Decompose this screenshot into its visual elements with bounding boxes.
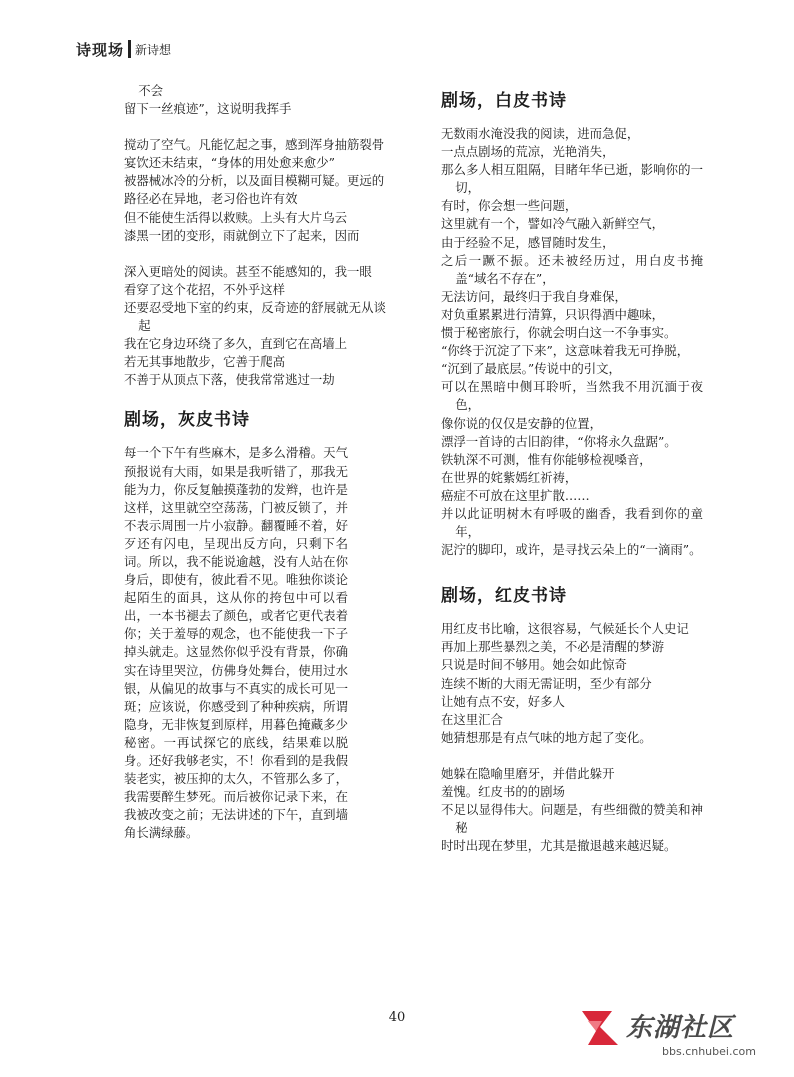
poem-line: 对负重累累进行清算，只识得酒中趣味， — [441, 306, 665, 322]
section-title-red: 剧场，红皮书诗 — [441, 586, 567, 607]
poem-line: 看穿了这个花招，不外乎这样 — [124, 281, 286, 297]
poem-line: 无法访问，最终归于我自身难保， — [441, 288, 627, 304]
poem-line: “你终于沉淀了下来”，这意味着我无可挣脱， — [441, 343, 690, 359]
left-column — [124, 82, 386, 842]
poem-line: 被器械冰冷的分析，以及面目模糊可疑。更远的 — [124, 173, 385, 189]
poem-line: 搅动了空气。凡能忆起之事，感到浑身抽筋裂骨 — [124, 137, 385, 153]
poem-line: 她躲在隐喻里磨牙，并借此躲开 — [441, 765, 615, 781]
prose-poem — [124, 444, 348, 842]
poem-red-stanza-2 — [441, 765, 703, 855]
watermark-name: 东湖社区 — [626, 1013, 735, 1043]
poem-line: 羞愧。红皮书的的剧场 — [441, 784, 565, 799]
poem-line: 我在它身边环绕了多久，直到它在高墙上 — [124, 336, 348, 352]
poem-line: 癌症不可放在这里扩散…… — [441, 487, 590, 503]
poem-line: 若无其事地散步，它善于爬高 — [124, 354, 286, 370]
poem-line: 漂浮一首诗的古旧韵律，“你将永久盘踞”。 — [441, 433, 677, 449]
poem-stanza-2 — [124, 136, 386, 245]
poem-line: 无数雨水淹没我的阅读，进而急促， — [441, 126, 640, 141]
poem-line: 漆黑一团的变形，雨就倒立下了起来，因而 — [124, 227, 360, 243]
poem-line: 但不能使生活得以救赎。上头有大片乌云 — [124, 209, 348, 225]
poem-line: 还要忍受地下室的约束，反奇迹的舒展就无从谈起 — [124, 299, 386, 334]
poem-line: 不善于从顶点下落，使我常常逃过一劫 — [124, 372, 335, 388]
site-watermark — [578, 1001, 778, 1069]
section-label: 新诗想 — [135, 42, 172, 57]
poem-line: 不足以显得伟大。问题是，有些细微的赞美和神秘 — [441, 802, 703, 836]
poem-line: 她猜想那是有点气味的地方起了变化。 — [441, 729, 652, 745]
poem-line: 在这里汇合 — [441, 711, 503, 727]
header-divider — [128, 40, 131, 58]
poem-line: 宴饮还未结束，“身体的用处愈来愈少” — [124, 155, 335, 171]
poem-white — [441, 125, 703, 559]
running-header — [76, 38, 171, 60]
poem-line: 惯于秘密旅行，你就会明白这一不争事实。 — [441, 325, 677, 341]
poem-line: 泥泞的脚印，或许，是寻找云朵上的“一滴雨”。 — [441, 542, 702, 558]
poem-line: 让她有点不安，好多人 — [441, 693, 565, 709]
poem-stanza-1 — [124, 82, 386, 118]
poem-line: 时时出现在梦里，尤其是撤退越来越迟疑。 — [441, 838, 677, 854]
poem-line: 在世界的姹紫嫣红祈祷， — [441, 469, 578, 485]
poem-line: 一点点剧场的荒凉，光艳消失， — [441, 144, 615, 160]
poem-line: 路径必在异地，老习俗也许有效 — [124, 191, 298, 207]
poem-line: 再加上那些暴烈之美，不必是清醒的梦游 — [441, 639, 665, 655]
section-title-gray: 剧场，灰皮书诗 — [124, 410, 250, 431]
poem-line: 可以在黑暗中侧耳聆听，当然我不用沉湎于夜色， — [441, 379, 703, 413]
poem-line: 有时，你会想一些问题， — [441, 198, 578, 214]
poem-line: 连续不断的大雨无需证明，至少有部分 — [441, 675, 652, 691]
watermark-url: bbs.cnhubei.com — [662, 1045, 756, 1058]
right-column — [441, 82, 703, 855]
poem-line: 深入更暗处的阅读。甚至不能感知的，我一眼 — [124, 263, 372, 279]
poem-line: 只说是时间不够用。她会如此惊奇 — [441, 657, 627, 673]
section-title-white: 剧场，白皮书诗 — [441, 91, 567, 111]
poem-line: 不会 — [138, 83, 164, 98]
poem-stanza-3 — [124, 263, 386, 390]
poem-line: 铁轨深不可测，惟有你能够检视嗓音， — [441, 451, 652, 467]
flame-logo-icon — [578, 1005, 624, 1051]
poem-line: 之后一蹶不振。还未被经历过，用白皮书掩盖“域名不存在”， — [441, 252, 703, 286]
page-number: 40 — [388, 1010, 406, 1025]
prose-paragraph: 每一个下午有些麻木，是多么滑稽。天气预报说有大雨，如果是我听错了，那我无能为力，你反复触摸蓬勃的发辫，也许是这样，这里就空空荡荡，门被反锁了，并不表示周围一片小寂静。翻覆睡不着，好歹还有闪电，呈现出反方向，只剩下名词。所以，我不能说逾越，没有人站在你身后，即使有，彼此看不见。唯独你谈论起陌生的面具，这从你的挎包中可以看出，一本书褪去了颜色，或者它更代表着你；关于羞辱的观念，也不能使我一下子掉头就走。这显然你似乎没有背景，你确实在诗里哭泣，仿佛身处舞台，使用过水银，从偏见的故事与不真实的成长可见一斑；应该说，你感受到了种种疾病，所谓隐身，无非恢复到原样，用暮色掩藏多少秘密。一再试探它的底线，结果难以脱身。还好我够老实，不！你看到的是我假装老实，被压抑的太久，不管那么多了，我需要醉生梦死。而后被你记录下来，在我被改变之前；无法讲述的下午，直到墙角长满绿藤。 — [124, 445, 348, 841]
poem-line: 用红皮书比喻，这很容易，气候延长个人史记 — [441, 621, 689, 637]
magazine-title: 诗现场 — [76, 40, 125, 59]
poem-line: 那么多人相互阻隔，目睹年华已逝，影响你的一切， — [441, 162, 703, 196]
poem-line: “沉到了最底层。”传说中的引文， — [441, 361, 621, 377]
poem-line: 像你说的仅仅是安静的位置， — [441, 415, 603, 431]
poem-line: 留下一丝痕迹”，这说明我挥手 — [124, 101, 292, 117]
poem-line: 这里就有一个，譬如冷气融入新鲜空气， — [441, 216, 665, 232]
poem-line: 并以此证明树木有呼吸的幽香，我看到你的童年， — [441, 505, 703, 540]
poem-line: 由于经验不足，感冒随时发生， — [441, 234, 615, 250]
poem-red-stanza-1 — [441, 620, 703, 747]
